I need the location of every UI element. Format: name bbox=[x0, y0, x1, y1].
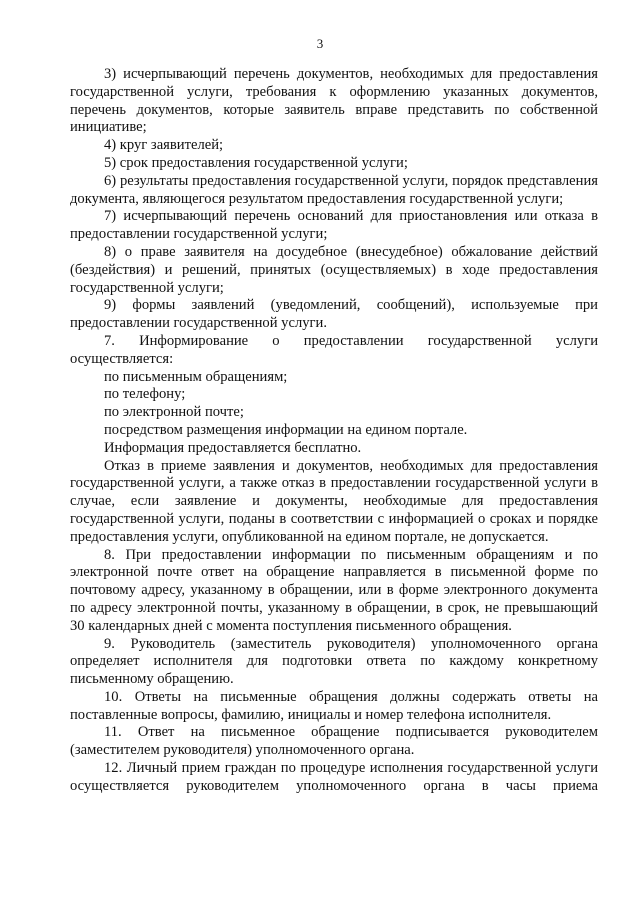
paragraph-section-7: 7. Информирование о предоставлении государственной услуги осуществляется: bbox=[70, 332, 598, 367]
page-number: 3 bbox=[316, 36, 324, 51]
paragraph-method-email: по электронной почте; bbox=[104, 404, 244, 421]
paragraph-section-9: 9. Руководитель (заместитель руководителя) уполномоченного органа определяет исполнителя для подготовки ответа по каждому конкретному письменному обращению. bbox=[70, 635, 598, 688]
paragraph-section-10: 10. Ответы на письменные обращения должны содержать ответы на поставленные вопросы, фамилию, инициалы и номер телефона исполнителя. bbox=[70, 688, 598, 723]
paragraph-section-12: 12. Личный прием граждан по процедуре исполнения государственной услуги осуществляется руководителем уполномоченного органа в часы приема bbox=[70, 760, 598, 794]
paragraph-section-8: 8. При предоставлении информации по письменным обращениям и по электронной почте ответ на обращение направляется в письменной форме по почтовому адресу, указанному в обращении, или в форме электронного документа по адресу электронной почты, указанному в обращении, в срок, не превышающий 30 календарных дней с момента поступления письменного обращения. bbox=[70, 546, 598, 634]
paragraph-free-of-charge: Информация предоставляется бесплатно. bbox=[104, 439, 362, 456]
paragraph-method-portal: посредством размещения информации на едином портале. bbox=[104, 421, 468, 438]
document-body bbox=[70, 66, 598, 796]
paragraph-item-6: 6) результаты предоставления государственной услуги, порядок представления документа, являющегося результатом предоставления государственной услуги; bbox=[70, 172, 598, 207]
paragraph-item-3: 3) исчерпывающий перечень документов, необходимых для предоставления государственной услуги, требования к оформлению указанных документов, перечень документов, которые заявитель вправе представить по собственной инициативе; bbox=[70, 66, 598, 136]
paragraph-item-7: 7) исчерпывающий перечень оснований для приостановления или отказа в предоставлении государственной услуги; bbox=[70, 208, 598, 243]
paragraph-method-letters: по письменным обращениям; bbox=[104, 368, 288, 385]
paragraph-section-11: 11. Ответ на письменное обращение подписывается руководителем (заместителем руководителя) уполномоченного органа. bbox=[70, 724, 598, 759]
paragraph-item-9: 9) формы заявлений (уведомлений, сообщений), используемые при предоставлении государственной услуги. bbox=[70, 297, 598, 332]
paragraph-refusal: Отказ в приеме заявления и документов, необходимых для предоставления государственной услуги, а также отказ в предоставлении государственной услуги в случае, если заявление и документы, необходимые для предоставления государственной услуги, поданы в соответствии с информацией о сроках и порядке предоставления услуги, опубликованной на едином портале, не допускается. bbox=[70, 457, 598, 545]
paragraph-item-4: 4) круг заявителей; bbox=[104, 137, 224, 154]
paragraph-item-5: 5) срок предоставления государственной услуги; bbox=[104, 154, 408, 171]
paragraph-item-8: 8) о праве заявителя на досудебное (внесудебное) обжалование действий (бездействия) и решений, принятых (осуществляемых) в ходе предоставления государственной услуги; bbox=[70, 243, 598, 296]
paragraph-method-phone: по телефону; bbox=[104, 386, 186, 403]
